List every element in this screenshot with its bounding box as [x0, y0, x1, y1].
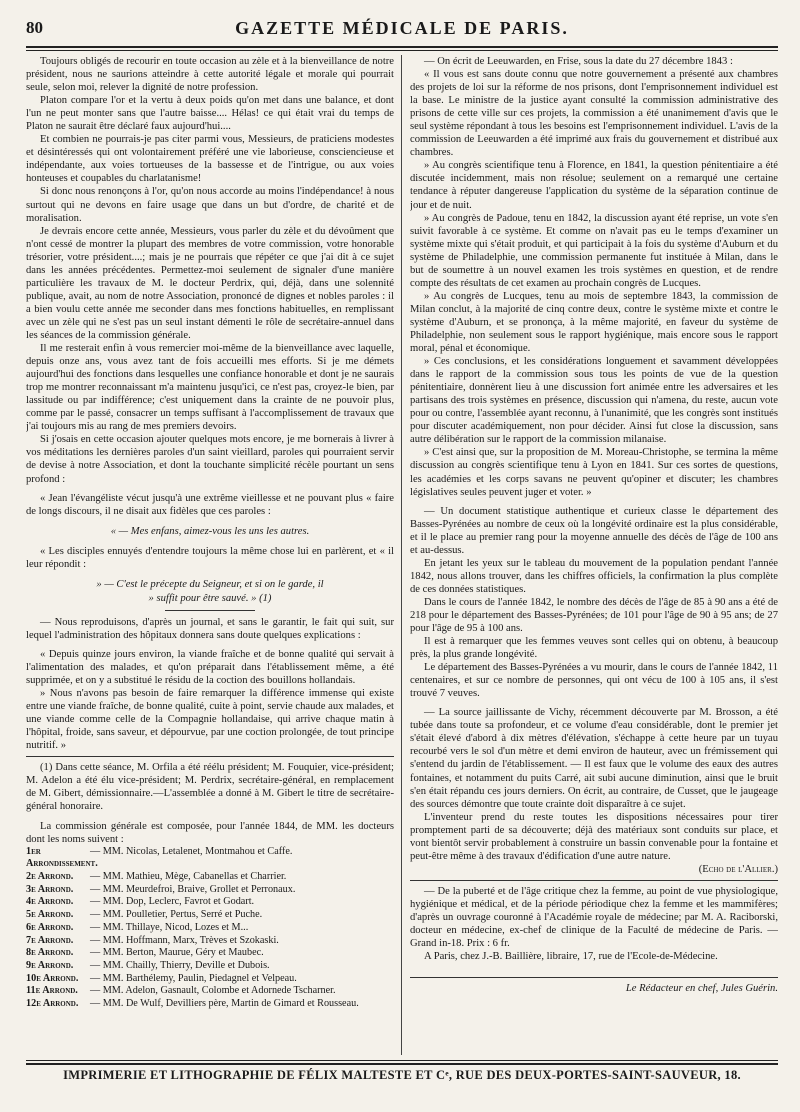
left-column: [26, 55, 394, 1055]
arrondissement-members: — MM. Thillaye, Nicod, Lozes et M...: [90, 921, 249, 933]
arrondissement-row: [26, 947, 394, 960]
arrondissement-label: 12e Arrond.: [26, 998, 79, 1010]
paragraph: » Au congrès de Lucques, tenu au mois de septembre 1843, la commission de Milan conclut, à la majorité de cinq contre deux, contre le système mixte et contre le système d'Auburn, et se prononça, à la même majorité, en faveur du système de Philadelphie, non seulement sous le rapport hygiénique, mais encore sous le rapport moral, pénal et économique.: [410, 290, 778, 355]
arrondissement-list: [26, 846, 394, 1011]
arrondissement-members: — MM. Poulletier, Pertus, Serré et Puche.: [90, 909, 263, 921]
paragraph: » Au congrès de Padoue, tenu en 1842, la discussion ayant été reprise, un vote s'en suivit favorable à ce système. Et comme on n'avait pas eu le temps d'examiner un système mixte qui s'était produit, et qui participait à la fois du système d'Auburn et du système de Philadelphie, une commission permanente fut instituée à Milan, dans le but de soumettre à un nouvel examen les trois systèmes en question, et de rendre compte des résultats de cet examen au prochain congrès de Lucques.: [410, 212, 778, 289]
paragraph: » Au congrès scientifique tenu à Florence, en 1841, la question pénitentiaire a été discutée incidemment, mais non résolue; seulement on a remarqué une certaine tendance à réputer dangereuse l'application du système de la séparation continue de jour et de nuit.: [410, 160, 778, 211]
arrondissement-row: [26, 871, 394, 884]
arrondissement-row: [26, 922, 394, 935]
arrondissement-label: 1er Arrondissement.: [26, 845, 98, 870]
arrondissement-row: [26, 960, 394, 973]
arrondissement-row: [26, 846, 394, 871]
paragraph: L'inventeur prend du reste toutes les dispositions nécessaires pour tirer promptement parti de sa découverte; déjà des matériaux sont conduits sur place, et vont bientôt servir probablement à construire un bassin convenable pour la fontaine et peut-être même à des travaux d'édification d'une autre nature.: [410, 811, 778, 862]
quote-verse: » suffit pour être sauvé. » (1): [148, 592, 272, 604]
footer-rule: [26, 1060, 778, 1061]
arrondissement-label: 11e Arrond.: [26, 985, 78, 997]
paragraph: Dans le cours de l'année 1842, le nombre des décès de l'âge de 85 à 90 ans a été de 218 pour le département des Basses-Pyrénées; de 101 pour l'âge de 90 à 95 ans; de 27 pour l'âge de 95 à 100 ans.: [410, 596, 778, 635]
arrondissement-members: — MM. Hoffmann, Marx, Trèves et Szokaski.: [90, 934, 279, 946]
arrondissement-members: — MM. Barthélemy, Paulin, Piedagnel et Velpeau.: [90, 972, 297, 984]
quote-line: « Les disciples ennuyés d'entendre toujours la même chose lui en parlèrent, et « il leur répondit :: [26, 545, 394, 570]
arrondissement-row: [26, 998, 394, 1011]
footnote: (1) Dans cette séance, M. Orfila a été réélu président; M. Fouquier, vice-président; M. Adelon a été élu vice-président; M. Perdrix, secrétaire-général, en remplacement de M. Gibert, démissionnaire.—L'assemblée a donné à M. Gibert le titre de secrétaire-général honoraire.: [26, 762, 394, 813]
arrondissement-members: — MM. De Wulf, Devilliers père, Martin de Gimard et Rousseau.: [90, 998, 359, 1010]
quote-line: « Jean l'évangéliste vécut jusqu'à une extrême vieillesse et ne pouvant plus « faire de longs discours, il ne disait aux fidèles que ces paroles :: [26, 492, 394, 517]
arrondissement-label: 8e Arrond.: [26, 947, 74, 959]
paragraph: Et combien ne pourrais-je pas citer parmi vous, Messieurs, de praticiens modestes et désintéressés qui ont volontairement préféré une vie laborieuse, consciencieuse et indépendante, aux voies tortueuses de la bassesse et de l'intrigue, ou aux voies honteuses et coupables du charlatanisme!: [26, 134, 394, 185]
separator: [165, 610, 255, 611]
printer-imprint: IMPRIMERIE ET LITHOGRAPHIE DE FÉLIX MALTESTE ET Cᵉ, RUE DES DEUX-PORTES-SAINT-SAUVEUR, 18.: [63, 1068, 741, 1082]
paragraph: Il est à remarquer que les femmes veuves sont celles qui on obtenu, à beaucoup près, la plus grande longévité.: [410, 636, 778, 661]
arrondissement-label: 4e Arrond.: [26, 896, 74, 908]
footer-rule-thick: [26, 1063, 778, 1065]
arrondissement-label: 9e Arrond.: [26, 959, 74, 971]
paragraph: » C'est ainsi que, sur la proposition de M. Moreau-Christophe, se termina la même discussion au congrès scientifique tenu à Lyon en 1841. Sur ces sortes de questions, les académies et les corps savans ne peuvent qu'opiner et discuter; les chambres législatives seules peuvent juger et voter. »: [410, 447, 778, 498]
publisher-line: A Paris, chez J.-B. Baillière, libraire, 17, rue de l'Ecole-de-Médecine.: [424, 951, 718, 963]
paragraph: Il me resterait enfin à vous remercier moi-même de la bienveillance avec laquelle, depuis onze ans, vous avez tant de fois accueilli mes efforts. Si je me démets aujourd'hui des fonctions dans lesquelles une confiance honorable et dont je ne saurais trop me montrer reconnaissant m'a maintenu jusqu'ici, ce n'est pas, croyez-le bien, par lassitude ou par indifférence; c'est uniquement dans la crainte de ne pouvoir plus, comme par le passé, consacrer un temps suffisant à l'accomplissement de travaux que j'ai toujours mis au rang de mes premiers devoirs.: [26, 343, 394, 433]
header-rule-thin: [26, 50, 778, 51]
paragraph: Platon compare l'or et la vertu à deux poids qu'on met dans une balance, et dont l'un ne peut monter sans que l'autre baisse.... Hélas! ce qui était vrai du temps de Platon ne saurait être déclaré faux aujourd'hui....: [26, 95, 394, 133]
arrondissement-row: [26, 884, 394, 897]
footnote-rule: [26, 756, 394, 757]
right-column: [410, 55, 778, 1055]
arrondissement-row: [26, 935, 394, 948]
arrondissement-members: — MM. Berton, Maurue, Géry et Maubec.: [90, 947, 264, 959]
news-quote: » Nous n'avons pas besoin de faire remarquer la différence immense qui existe entre une viande fraîche, de bonne qualité, cuite à point, servie chaude aux malades, et une viande comme celle de la Compagnie hollandaise, qui arrive chaque matin à l'hôpital, froide, sans saveur, et dépourvue, par une coction prolongée, de tout principe nutritif. »: [26, 688, 394, 752]
news-quote: « Depuis quinze jours environ, la viande fraîche et de bonne qualité qui servait à l'alimentation des malades, et qu'on préparait dans l'établissement même, a été supprimée, et on y a substitué le résidu de la coction des bouillons hollandais.: [26, 648, 394, 687]
journal-title: GAZETTE MÉDICALE DE PARIS.: [235, 18, 569, 38]
news-item: — Un document statistique authentique et curieux classe le département des Basses-Pyrénées au nombre de ceux où la longévité ordinaire est la plus considérable, et il le place au premier rang pour la moyenne annuelle des décès de l'âge de 100 ans et au-dessus.: [410, 505, 778, 556]
column-divider: [401, 55, 402, 1055]
arrondissement-members: — MM. Adelon, Gasnault, Colombe et Adornede Tscharner.: [90, 985, 336, 997]
arrondissement-members: — MM. Chailly, Thierry, Deville et Dubois.: [90, 959, 270, 971]
arrondissement-row: [26, 896, 394, 909]
arrondissement-members: — MM. Mathieu, Mège, Cabanellas et Charrier.: [90, 871, 287, 883]
arrondissement-label: 10e Arrond.: [26, 972, 79, 984]
arrondissement-members: — MM. Meurdefroi, Braive, Grollet et Perronaux.: [90, 883, 296, 895]
paragraph: « Il vous est sans doute connu que notre gouvernement a présenté aux chambres des projets de loi sur la réforme de nos prisons, dont l'emprisonnement individuel est la base. Le ministre de la justice ayant consulté la commission administrative des prisons de cette ville sur ces projets, la commission a été unanimement d'avis que le seul système répondant à tous les besoins est l'emprisonnement individuel. L'avis de la commission de Leeuwarden a été imprimé aux frais du gouvernement et distribué aux chambres.: [410, 69, 778, 159]
paragraph: Le département des Basses-Pyrénées a vu mourir, dans le cours de l'année 1842, 11 centenaires, et sur ce nombre de personnes, qui ont vécu de 100 à 105 ans, il s'est trouvé 7 veuves.: [410, 662, 778, 700]
paragraph: Je devrais encore cette année, Messieurs, vous parler du zèle et du dévoûment que n'ont cessé de montrer la plupart des membres de votre commission, votre honorable trésorier, votre président....; mais je ne pourrais que répéter ce que j'ai dit à ce sujet dans les années précédentes. Permettez-moi seulement de signaler d'une manière particulière les travaux de M. le docteur Perdrix, qui, déjà, dans une solennité publique, avait, au nom de notre Association, prononcé de dignes et nobles paroles : il a bien voulu cette année me seconder dans mes fonctions habituelles, en remplissant avec un zèle qui ne s'est pas un seul instant démenti le rôle de secrétaire-annuel dans les séances de la commission générale.: [26, 225, 394, 341]
separator: [410, 880, 778, 881]
arrondissement-row: [26, 973, 394, 986]
arrondissement-row: [26, 909, 394, 922]
commission-intro: La commission générale est composée, pour l'année 1844, de MM. les docteurs dont les noms suivent :: [26, 820, 394, 845]
editor-signoff: Le Rédacteur en chef, Jules Guérin.: [625, 983, 778, 995]
source-credit: (Echo de l'Allier.): [698, 863, 778, 875]
paragraph: » Ces conclusions, et les considérations longuement et savamment développées dans le rapport de la commission sous tous les points de vue de la question pénitentiaire, donnèrent lieu à une discussion fort animée entre les adversaires et les partisans des trois systèmes en présence, discussion qui n'amena, du reste, aucun vote pour ou contre, l'assemblée ayant reconnu, à l'unanimité, que les congrès sont institués pour discuter académiquement, non pour décider. Ainsi fut close la discussion, sans autre délibération sur le rapport de la commission milanaise.: [410, 356, 778, 446]
quote-verse: « — Mes enfans, aimez-vous les uns les autres.: [110, 525, 310, 537]
paragraph: Si j'osais en cette occasion ajouter quelques mots encore, je me bornerais à livrer à vos méditations les dernières paroles d'un saint vieillard, paroles qui pourraient servir de devise à notre Association, et dont la touchante simplicité récèle pourtant un sens profond :: [26, 434, 394, 485]
arrondissement-members: — MM. Dop, Leclerc, Favrot et Godart.: [90, 896, 255, 908]
page-number: 80: [26, 18, 43, 37]
arrondissement-label: 2e Arrond.: [26, 871, 74, 883]
header-rule: [26, 46, 778, 48]
news-item: — Nous reproduisons, d'après un journal, et sans le garantir, le fait qui suit, sur lequel l'administration des hôpitaux donnera sans doute quelques explications :: [26, 616, 394, 641]
paragraph: En jetant les yeux sur le tableau du mouvement de la population pendant l'année 1842, nous allons trouver, dans les chiffres officiels, la confirmation la plus complète de ces données statistiques.: [410, 557, 778, 595]
arrondissement-row: [26, 985, 394, 998]
paragraph: Si donc nous renonçons à l'or, qu'on nous accorde au moins l'indépendance! à nous surtout qui ne devons en faire usage que dans un but d'ordre, de charité et de moralisation.: [26, 186, 394, 224]
paragraph: Toujours obligés de recourir en toute occasion au zèle et à la bienveillance de notre président, nous ne saurions atteindre à cette autorité légale et morale qui pourrait seule, selon moi, relever la dignité de notre profession.: [26, 56, 394, 94]
news-item: — On écrit de Leeuwarden, en Frise, sous la date du 27 décembre 1843 :: [424, 56, 733, 67]
arrondissement-label: 5e Arrond.: [26, 909, 74, 921]
separator: [410, 977, 778, 978]
page-header: [26, 18, 778, 42]
quote-verse: » — C'est le précepte du Seigneur, et si on le garde, il: [96, 578, 324, 590]
news-item: — La source jaillissante de Vichy, récemment découverte par M. Brosson, a été tubée dans toute sa profondeur, et ce volume d'eau considérable, dont le premier jet s'était élevé d'abord à dix mètres d'élévation, s'échappe à cette heure par un tuyau recourbé vers le sol d'un mètre et demi environ de hauteur, avec un frémissement qui s'entend du jardin de l'établissement. — Il est faux que le volume des eaux des autres fontaines, et notamment du puits Carré, ait subi aucune diminution, ainsi que le bruit s'en était répandu ces jours derniers. On écrit, au contraire, de Cusset, que le jaugeage des sources démontre que toute crainte doit disparaître à ce sujet.: [410, 707, 778, 810]
arrondissement-members: — MM. Nicolas, Letalenet, Montmahou et Caffe.: [90, 845, 293, 857]
arrondissement-label: 7e Arrond.: [26, 934, 74, 946]
arrondissement-label: 6e Arrond.: [26, 921, 74, 933]
arrondissement-label: 3e Arrond.: [26, 883, 74, 895]
book-notice: — De la puberté et de l'âge critique chez la femme, au point de vue physiologique, hygiénique et médical, et de la période périodique chez la femme et les mammifères; d'après un ouvrage couronné à l'Académie royale de médecine; par M. A. Raciborski, docteur en médecine, ex-chef de clinique de la Faculté de médecine de Paris. — Grand in-18. Prix : 6 fr.: [410, 885, 778, 950]
